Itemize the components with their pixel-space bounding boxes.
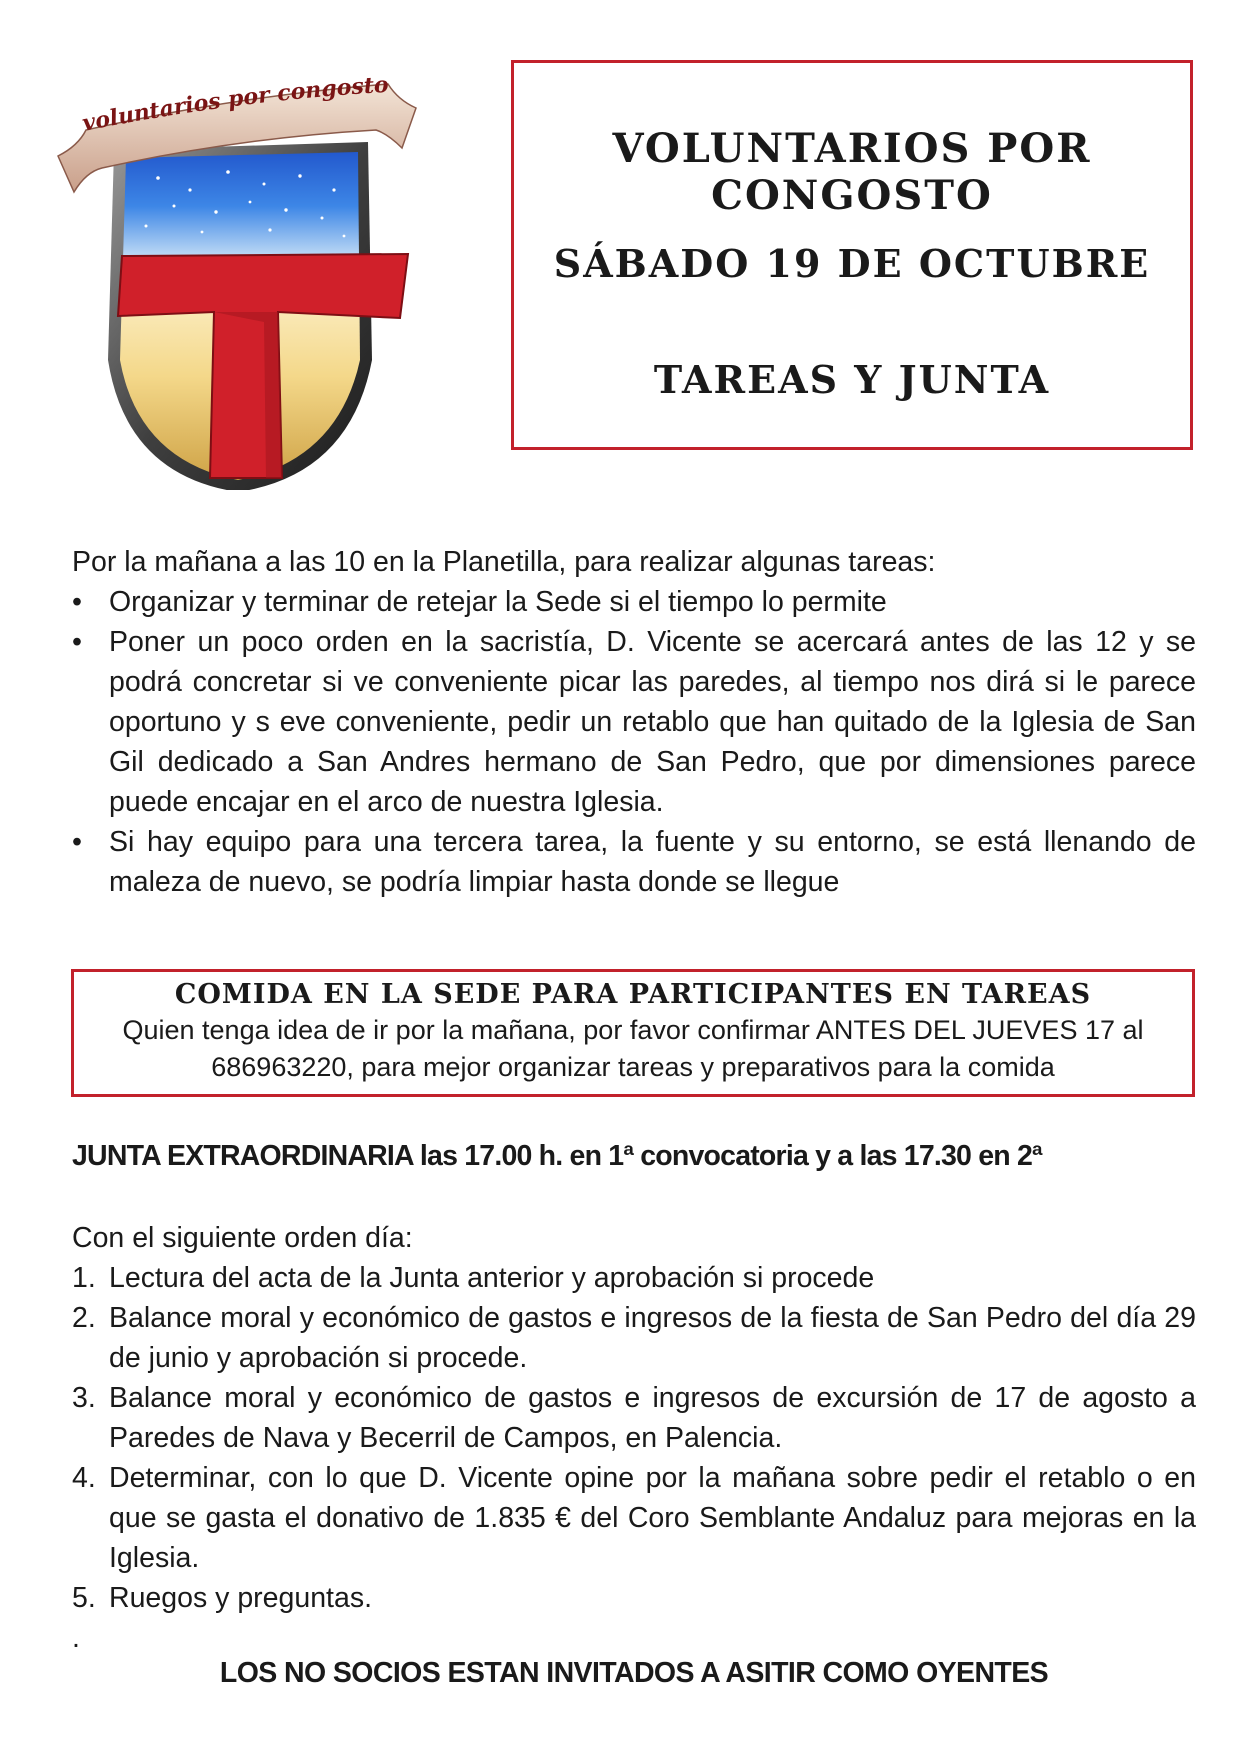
agenda-item	[72, 1458, 1196, 1578]
footer-note: LOS NO SOCIOS ESTAN INVITADOS A ASITIR COMO OYENTES	[219, 1657, 1049, 1689]
agenda-item-number: 2.	[72, 1302, 96, 1334]
task-item: • Si hay equipo para una tercera tarea, la fuente y su entorno, se está llenando de maleza de nuevo, se podría limpiar hasta donde se llegue	[72, 822, 1196, 902]
task-item: • Poner un poco orden en la sacristía, D. Vicente se acercará antes de las 12 y se podrá concretar si ve conveniente picar las paredes, al tiempo nos dirá si le parece oportuno y s eve conveniente, pedir un retablo que han quitado de la Iglesia de San Gil dedicado a San Andres hermano de San Pedro, que por dimensiones parece puede encajar en el arco de nuestra Iglesia.	[72, 622, 1196, 822]
agenda-item-text: Ruegos y preguntas.	[109, 1582, 372, 1614]
agenda-section	[72, 1218, 1196, 1658]
meal-title: COMIDA EN LA SEDE PARA PARTICIPANTES EN TAREAS	[174, 979, 1092, 1010]
shield-logo-icon	[38, 60, 438, 490]
event-date: SÁBADO 19 DE OCTUBRE	[553, 241, 1151, 286]
logo	[38, 60, 438, 490]
agenda-item-number: 4.	[72, 1462, 96, 1494]
agenda-item-text: Lectura del acta de la Junta anterior y aprobación si procede	[109, 1262, 875, 1294]
morning-intro: Por la mañana a las 10 en la Planetilla, para realizar algunas tareas:	[72, 546, 936, 578]
agenda-item-text: Determinar, con lo que D. Vicente opine por la mañana sobre pedir el retablo o en que se gasta el donativo de 1.835 € del Coro Semblante Andaluz para mejoras en la Iglesia.	[109, 1462, 1196, 1574]
task-list	[72, 582, 1196, 902]
agenda-item	[72, 1578, 1196, 1618]
page-title: VOLUNTARIOS POR CONGOSTO	[612, 125, 1092, 219]
agenda-item	[72, 1378, 1196, 1458]
agenda-list	[72, 1258, 1196, 1618]
agenda-item-text: Balance moral y económico de gastos e ingresos de excursión de 17 de agosto a Paredes de Nava y Becerril de Campos, en Palencia.	[109, 1382, 1196, 1454]
task-item: • Organizar y terminar de retejar la Sede si el tiempo lo permite	[72, 582, 1196, 622]
junta-heading: JUNTA EXTRAORDINARIA las 17.00 h. en 1ª convocatoria y a las 17.30 en 2ª	[72, 1140, 1042, 1172]
agenda-item	[72, 1258, 1196, 1298]
agenda-item	[72, 1298, 1196, 1378]
meal-notice-box	[71, 969, 1195, 1097]
agenda-item-number: 3.	[72, 1382, 96, 1414]
meal-text: Quien tenga idea de ir por la mañana, por favor confirmar ANTES DEL JUEVES 17 al 686963220, para mejor organizar tareas y preparativos para la comida	[122, 1015, 1144, 1082]
logo-banner-text: voluntarios por congosto	[80, 71, 390, 137]
agenda-item-number: 5.	[72, 1582, 96, 1614]
page-subtitle: TAREAS Y JUNTA	[653, 357, 1051, 402]
morning-section	[72, 542, 1196, 902]
header-box	[511, 60, 1193, 450]
trailing-dot: .	[72, 1622, 80, 1654]
agenda-item-text: Balance moral y económico de gastos e ingresos de la fiesta de San Pedro del día 29 de junio y aprobación si procede.	[109, 1302, 1196, 1374]
agenda-item-number: 1.	[72, 1262, 96, 1294]
agenda-intro: Con el siguiente orden día:	[72, 1222, 413, 1254]
